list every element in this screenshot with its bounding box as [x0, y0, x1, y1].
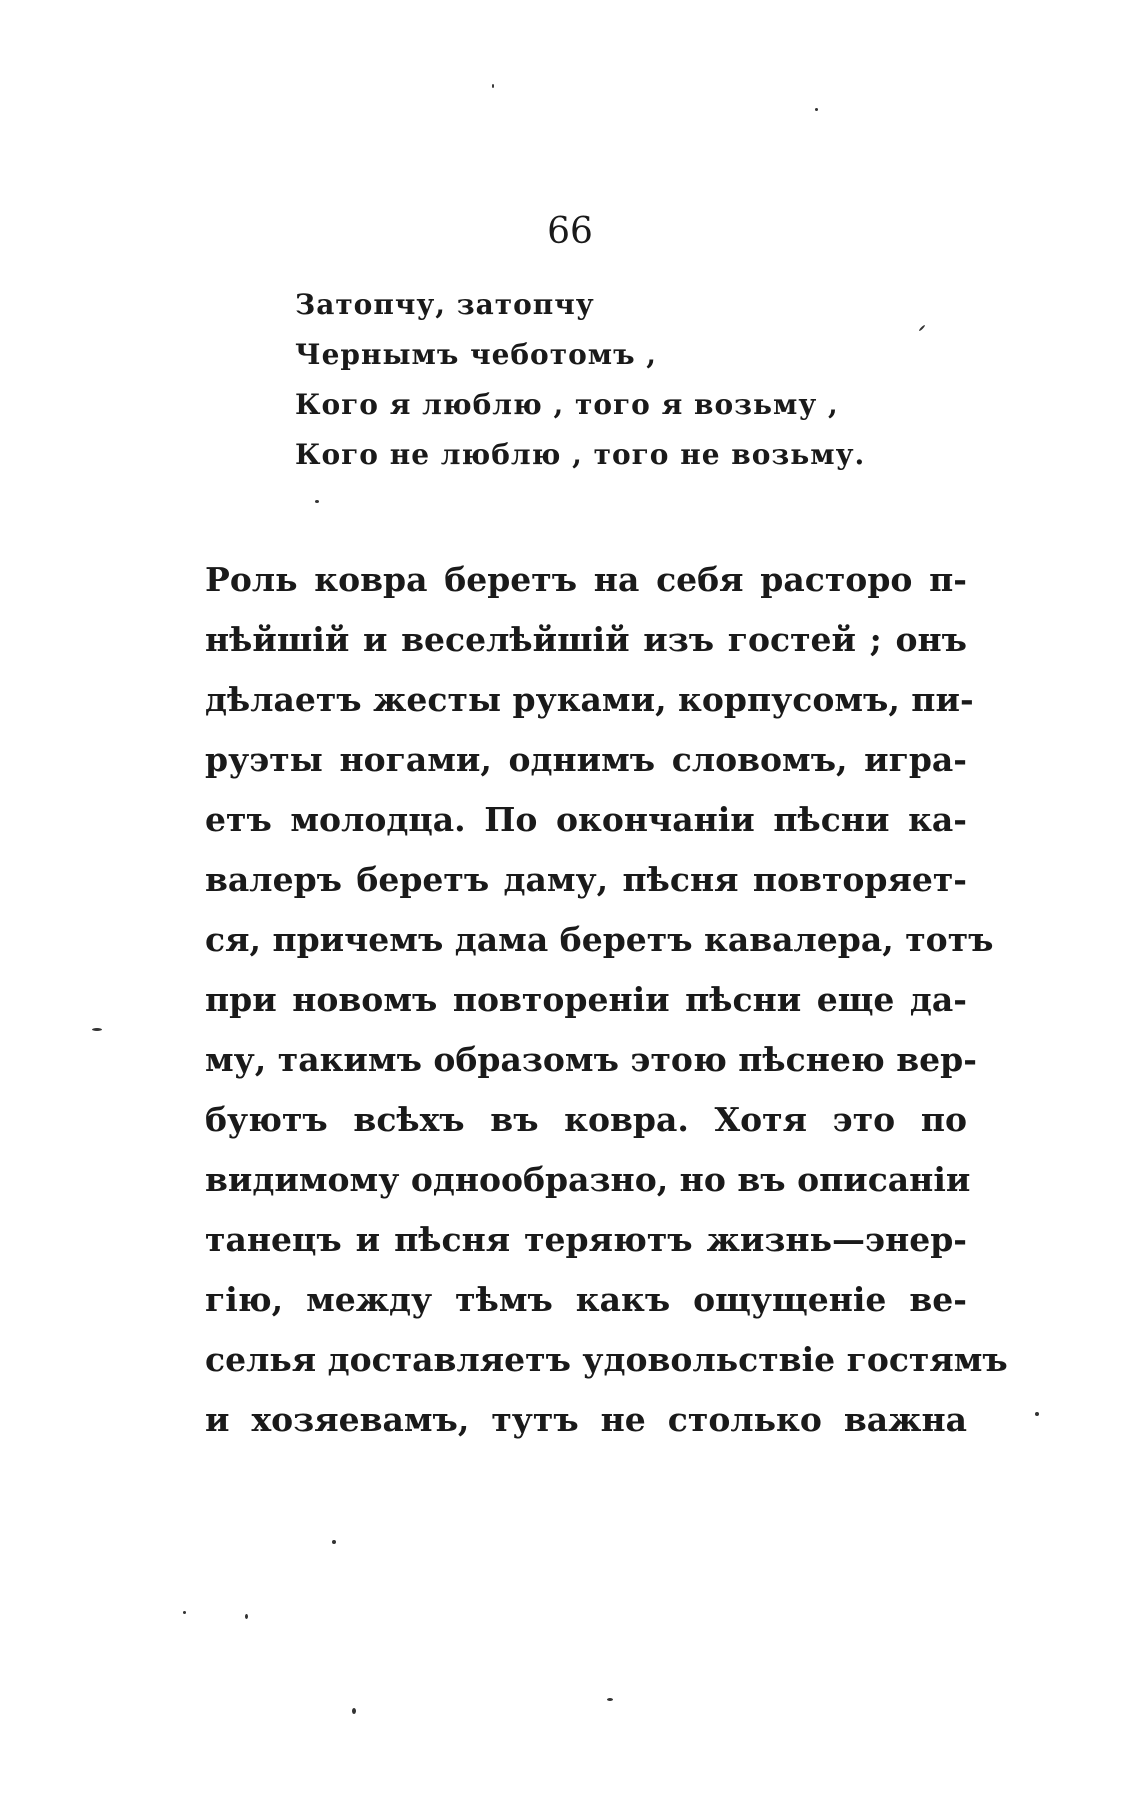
- prose-paragraph: [205, 550, 1008, 1450]
- prose-line: видимому однообразно, но въ описаніи: [205, 1160, 971, 1199]
- scan-speck: [352, 1708, 356, 1714]
- prose-line: Роль ковра беретъ на себя расторо п-: [205, 560, 967, 599]
- scan-speck: [918, 324, 925, 331]
- scan-speck: [1035, 1412, 1039, 1416]
- scan-speck: [315, 500, 319, 503]
- verse-line: Кого я люблю , того я возьму ,: [295, 388, 839, 421]
- scan-speck: [245, 1614, 248, 1619]
- scan-speck: [607, 1698, 613, 1701]
- page-number: 66: [547, 211, 593, 252]
- prose-line: му, такимъ образомъ этою пѣснею вер-: [205, 1040, 977, 1079]
- verse-line: Кого не люблю , того не возьму.: [295, 438, 866, 471]
- verse-line: Чернымъ чеботомъ ,: [295, 338, 658, 371]
- scan-speck: [183, 1611, 186, 1614]
- prose-line: и хозяевамъ, тутъ не столько важна: [205, 1400, 967, 1439]
- prose-line: етъ молодца. По окончаніи пѣсни ка-: [205, 800, 967, 839]
- prose-line: селья доставляетъ удовольствіе гостямъ: [205, 1340, 1008, 1379]
- prose-line: ся, причемъ дама беретъ кавалера, тотъ: [205, 920, 994, 959]
- verse-line: Затопчу, затопчу: [295, 288, 595, 321]
- scan-speck: [492, 84, 494, 88]
- prose-line: нѣйшій и веселѣйшій изъ гостей ; онъ: [205, 620, 967, 659]
- prose-line: танецъ и пѣсня теряютъ жизнь—энер-: [205, 1220, 967, 1259]
- scan-speck: [332, 1540, 336, 1544]
- verse-block: [295, 280, 865, 480]
- prose-line: валеръ беретъ даму, пѣсня повторяет-: [205, 860, 967, 899]
- prose-line: буютъ всѣхъ въ ковра. Хотя это по: [205, 1100, 967, 1139]
- scan-speck: [815, 108, 818, 111]
- prose-line: гію, между тѣмъ какъ ощущеніе ве-: [205, 1280, 967, 1319]
- prose-line: руэты ногами, однимъ словомъ, игра-: [205, 740, 967, 779]
- prose-line: дѣлаетъ жесты руками, корпусомъ, пи-: [205, 680, 974, 719]
- prose-line: при новомъ повтореніи пѣсни еще да-: [205, 980, 967, 1019]
- scan-speck: [92, 1028, 102, 1031]
